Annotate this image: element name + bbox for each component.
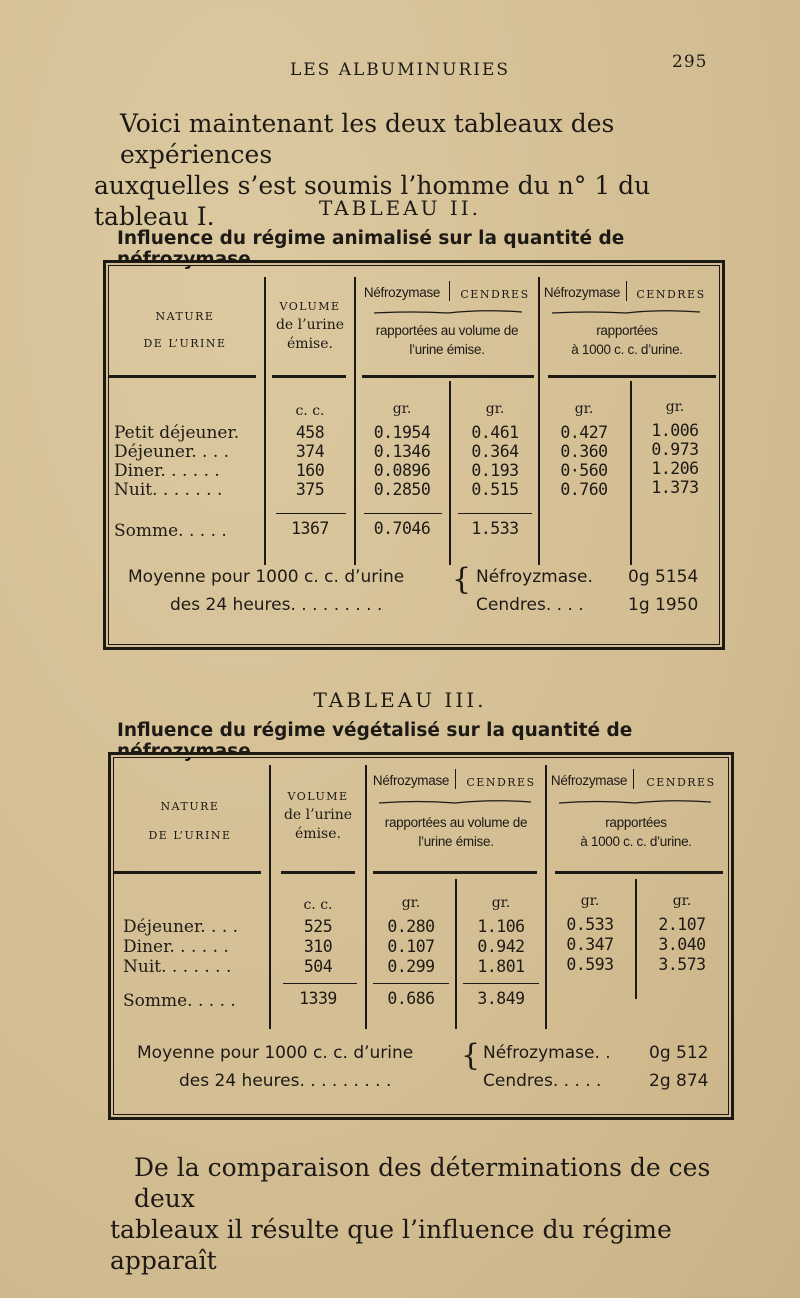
t3-head-divider [455,769,456,789]
intro-line-1: Voici maintenant les deux tableaux des expériences [120,109,615,169]
t3-head-rule [373,871,537,874]
t2-head-volume: VOLUME de l’urine émise. [275,300,345,352]
t3-head-cendres-a: CENDRES [466,776,536,789]
table2-title: TABLEAU II. [318,196,482,220]
running-title: LES ALBUMINURIES [289,60,511,80]
t3-head-nefro-b: Néfrozymase [550,773,628,788]
t3-head-nature: NATURE DE L’URINE [148,800,232,842]
t2-brace-b [550,307,702,317]
t2-head-nefro-a: Néfrozymase [363,285,441,300]
conclusion-line-2: tableaux il résulte que l’influence du régime apparaît [110,1215,672,1275]
t2-unit-cendres-a: gr. [485,401,505,417]
t2-head-cendres-a: CENDRES [460,288,530,301]
t3-head-rule [555,871,723,874]
intro-line-2: auxquelles s’est soumis l’homme du n° 1 du tableau I. [94,171,651,231]
t3-head-group-a: rapportées au volume de l’urine émise. [384,815,528,849]
table2: NATURE DE L’URINE VOLUME de l’urine émise. Néfrozymase CENDRES rapportées au volume de l’urine émise. Néfrozymase CENDRES rapportées à 1000 c. c. d’urine. c. c. gr. gr. gr. gr. Petit déjeuner. 458 0.1954 0.461 0.427 1.006 Déjeuner. . . . 374 0.1346 0.364 0.360 0.973 Diner. . . . . . 160 0.0896 0.193 0·560 1.206 Nuit. . . . . . . 375 0.2850 0.515 0.760 1.373 Somme. . . . . 1367 0.7046 1.533 Moyenne pour 1000 c. c. d’urine des 24 heures. . . . . . . . . { Néfroyzmase. 0g 5154 Cendres. . . . 1g 1950 [103,260,725,650]
t3-nefro-value: 0g 512 [649,1043,709,1063]
t2-head-cendres-b: CENDRES [636,288,706,301]
t3-unit-cendres-a: gr. [491,895,511,911]
t2-sum-rule [458,513,532,514]
t2-unit-cendres-b: gr. [665,399,685,415]
t2-unit-nefro-a: gr. [392,401,412,417]
table2-subtitle: Influence du régime animalisé sur la quantité de néfrozymase. [117,228,625,270]
t2-sum-rule [276,513,346,514]
t3-unit-nefro-a: gr. [401,895,421,911]
conclusion-line-1: De la comparaison des déterminations de ces deux [134,1153,711,1213]
t2-unit-volume: c. c. [295,403,325,419]
t3-sum-rule [463,983,539,984]
t2-head-group-b: rapportées à 1000 c. c. d’urine. [571,323,683,357]
t3-head-nefro-a: Néfrozymase [372,773,450,788]
t3-nefro-label: Néfrozymase. . [483,1043,611,1063]
t2-moyenne-line2: des 24 heures. . . . . . . . . [170,595,383,615]
t2-head-rule [362,375,534,378]
t2-head-rule [272,375,346,378]
t2-head-group-a: rapportées au volume de l’urine émise. [375,323,519,357]
t2-nefro-label: Néfroyzmase. [476,567,593,587]
t3-brace: { [461,1038,481,1073]
t2-sum-rule [364,513,442,514]
table3-title: TABLEAU III. [313,688,487,712]
t3-head-cendres-b: CENDRES [646,776,716,789]
t3-head-divider [633,769,634,789]
page-number: 295 [672,52,708,72]
t3-cendres-value: 2g 874 [649,1071,709,1091]
t2-head-rule [108,375,256,378]
t2-cendres-label: Cendres. . . . [476,595,584,615]
t3-moyenne-line2: des 24 heures. . . . . . . . . [179,1071,392,1091]
t2-nefro-value: 0g 5154 [628,567,699,587]
t2-moyenne-line1: Moyenne pour 1000 c. c. d’urine [128,567,405,587]
t2-head-divider [626,281,627,301]
t3-unit-nefro-b: gr. [580,893,600,909]
t3-head-group-b: rapportées à 1000 c. c. d’urine. [580,815,692,849]
t2-head-divider [449,281,450,301]
t3-sum-rule [373,983,449,984]
t3-head-rule [113,871,261,874]
conclusion-paragraph [110,1152,750,1276]
t2-head-rule [548,375,716,378]
t2-head-nefro-b: Néfrozymase [543,285,621,300]
t2-brace-a [372,307,524,317]
t3-unit-cendres-b: gr. [672,893,692,909]
t2-cendres-value: 1g 1950 [628,595,699,615]
table3-subtitle: Influence du régime végétalisé sur la quantité de néfrozymase. [117,720,633,762]
t2-brace: { [452,562,472,597]
t3-brace-a [377,797,533,807]
t2-head-nature: NATURE DE L’URINE [143,310,227,350]
t3-moyenne-line1: Moyenne pour 1000 c. c. d’urine [137,1043,414,1063]
t3-head-volume: VOLUME de l’urine émise. [283,790,353,842]
t3-sum-rule [283,983,357,984]
t3-head-rule [281,871,355,874]
t3-brace-b [557,797,713,807]
t2-unit-nefro-b: gr. [574,401,594,417]
t3-unit-volume: c. c. [303,897,333,913]
t3-cendres-label: Cendres. . . . . [483,1071,602,1091]
table3: NATURE DE L’URINE VOLUME de l’urine émise. Néfrozymase CENDRES rapportées au volume de l’urine émise. Néfrozymase CENDRES rapportées à 1000 c. c. d’urine. c. c. gr. gr. gr. gr. Déjeuner. . . . 525 0.280 1.106 0.533 2.107 Diner. . . . . . 310 0.107 0.942 0.347 3.040 Nuit. . . . . . . 504 0.299 1.801 0.593 3.573 Somme. . . . . 1339 0.686 3.849 Moyenne pour 1000 c. c. d’urine des 24 heures. . . . . . . . . { Néfrozymase. . 0g 512 Cendres. . . . . 2g 874 [108,752,734,1120]
